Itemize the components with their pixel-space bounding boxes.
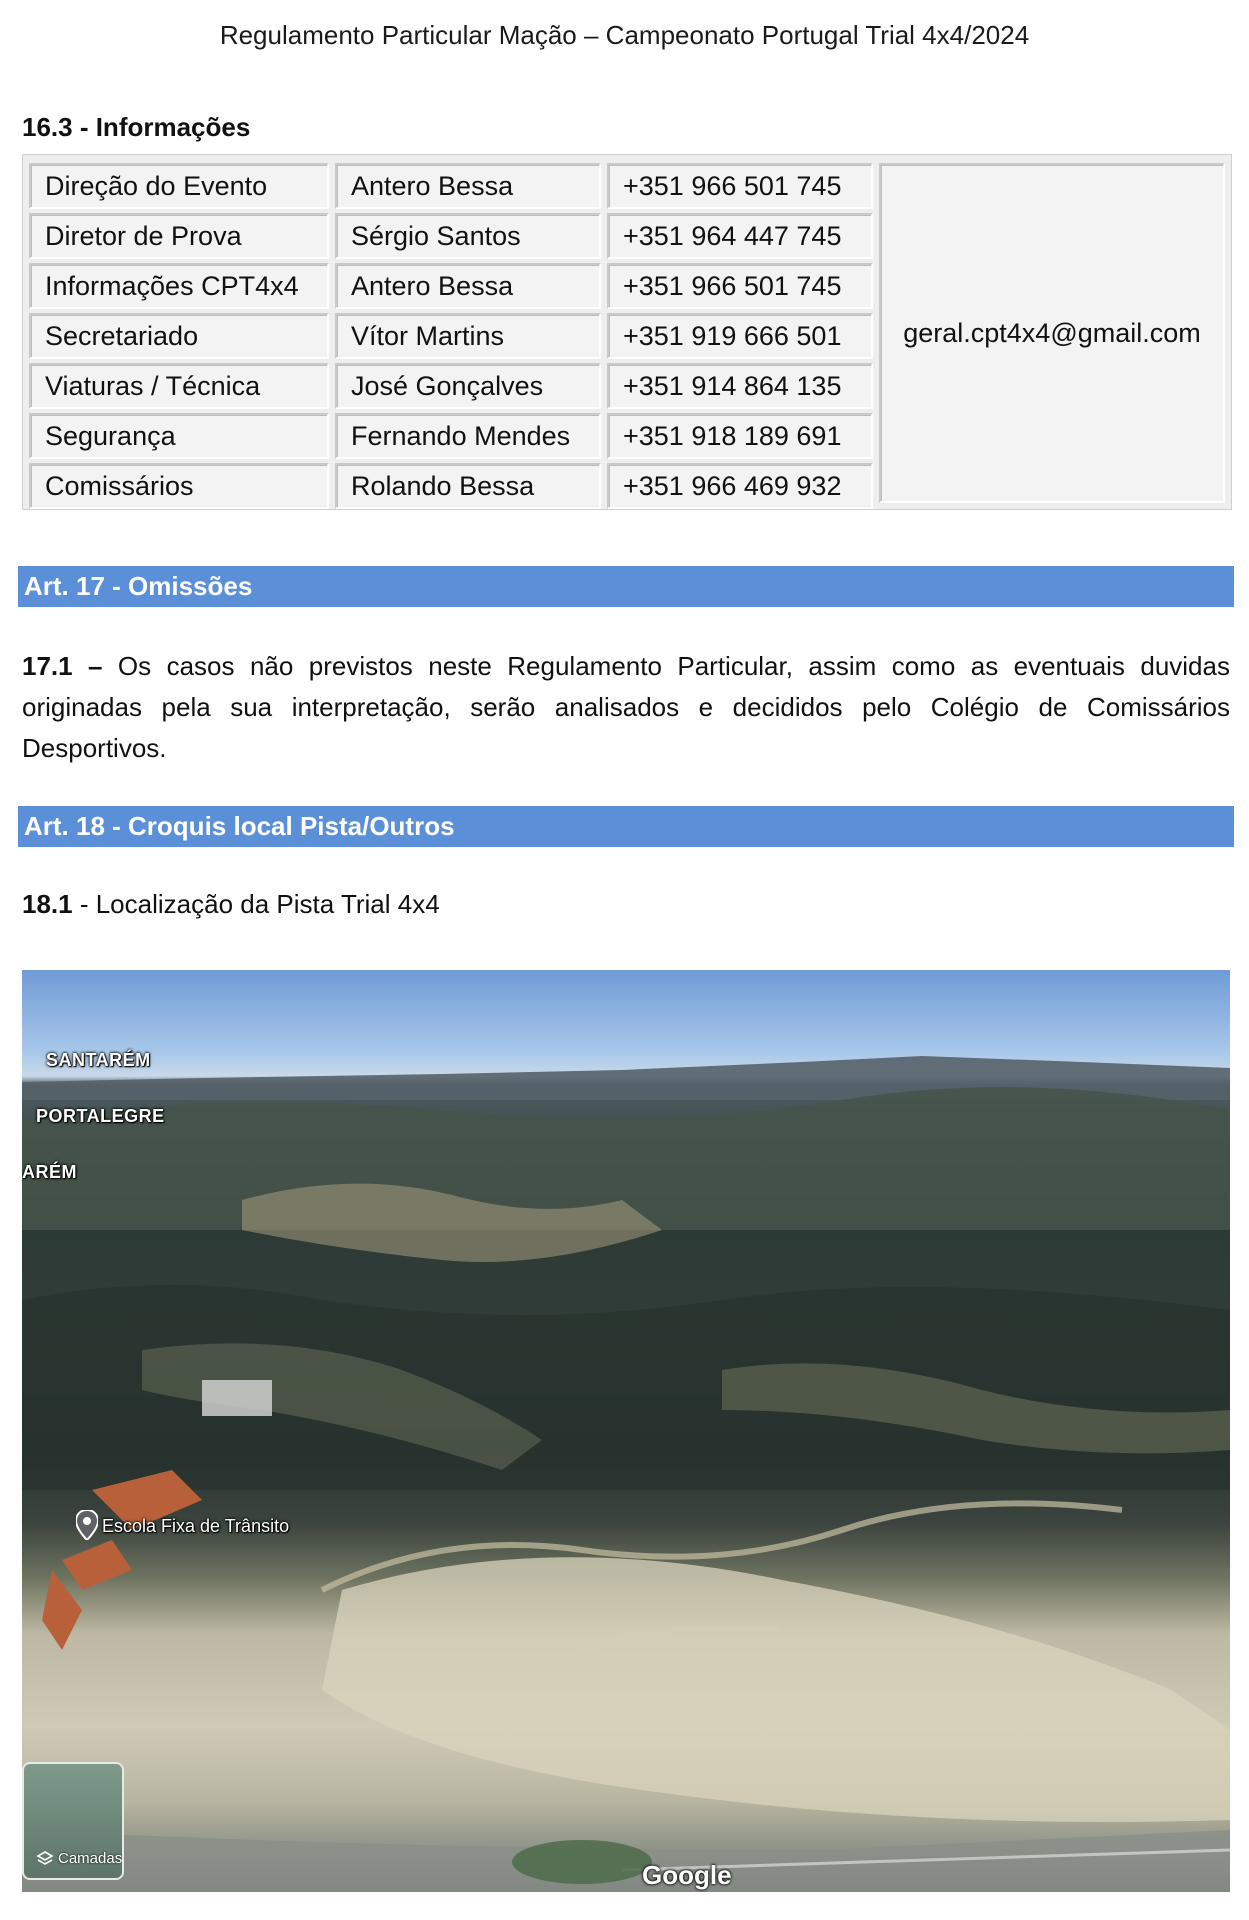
paragraph-18-1 [22,884,1230,925]
table-cell-name: José Gonçalves [335,363,601,409]
page-header: Regulamento Particular Mação – Campeonato Portugal Trial 4x4/2024 [219,20,1030,50]
table-cell-name: Fernando Mendes [335,413,601,459]
location-pin-icon[interactable] [76,1510,98,1540]
paragraph-17-1-text: Os casos não previstos neste Regulamento Particular, assim como as eventuais duvidas originadas pela sua interpretação, serão analisados e decididos pelo Colégio de Comissários Desportivos. [22,651,1230,763]
table-cell-role: Direção do Evento [29,163,329,209]
table-cell-name: Rolando Bessa [335,463,601,509]
email-cell [879,163,1225,503]
table-cell-phone: +351 919 666 501 [607,313,873,359]
table-cell-role: Segurança [29,413,329,459]
layers-icon [36,1850,54,1868]
table-cell-phone: +351 964 447 745 [607,213,873,259]
table-cell-role: Diretor de Prova [29,213,329,259]
section-title-16-3: 16.3 - Informações [22,112,251,142]
table-cell-phone: +351 966 501 745 [607,263,873,309]
satellite-map[interactable] [22,970,1230,1892]
map-label-arem: ARÉM [22,1162,77,1182]
contacts-table [22,154,1232,510]
email-text: geral.cpt4x4@gmail.com [903,317,1201,348]
paragraph-18-1-number: 18.1 [22,889,73,919]
table-cell-role: Viaturas / Técnica [29,363,329,409]
table-cell-phone: +351 966 469 932 [607,463,873,509]
place-label[interactable]: Escola Fixa de Trânsito [102,1516,290,1536]
paragraph-18-1-text: - Localização da Pista Trial 4x4 [72,889,440,919]
layers-button[interactable] [22,1762,124,1880]
table-cell-role: Comissários [29,463,329,509]
layers-label: Camadas [58,1850,123,1867]
article-17-header: Art. 17 - Omissões [18,566,1234,607]
map-label-santarem: SANTARÉM [46,1050,151,1070]
table-cell-phone: +351 966 501 745 [607,163,873,209]
paragraph-17-1-number: 17.1 – [22,651,103,681]
table-cell-name: Antero Bessa [335,263,601,309]
table-cell-phone: +351 918 189 691 [607,413,873,459]
table-cell-name: Vítor Martins [335,313,601,359]
table-cell-phone: +351 914 864 135 [607,363,873,409]
table-cell-name: Sérgio Santos [335,213,601,259]
map-label-portalegre: PORTALEGRE [36,1106,165,1126]
table-cell-name: Antero Bessa [335,163,601,209]
table-cell-role: Informações CPT4x4 [29,263,329,309]
article-18-header: Art. 18 - Croquis local Pista/Outros [18,806,1234,847]
paragraph-17-1 [22,646,1230,769]
terrain-art [22,970,1230,1892]
table-cell-role: Secretariado [29,313,329,359]
google-logo: Google [642,1860,732,1890]
